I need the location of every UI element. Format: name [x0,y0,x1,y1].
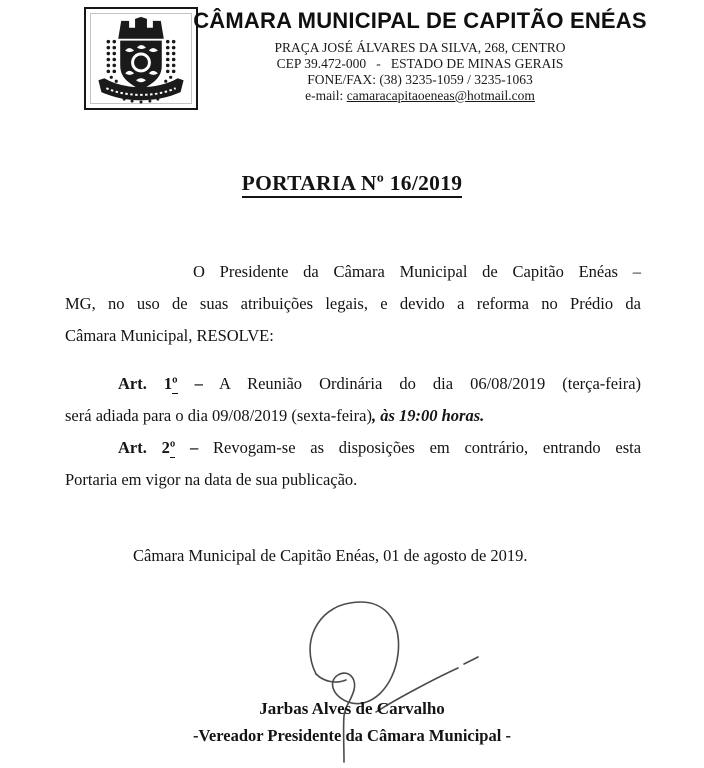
document-body [65,256,641,496]
organization-name: CÂMARA MUNICIPAL DE CAPITÃO ENÉAS [193,8,647,33]
place-date-line: Câmara Municipal de Capitão Enéas, 01 de agosto de 2019. [133,546,528,565]
ordinal-indicator: º [172,374,178,393]
article-2 [65,432,641,496]
letterhead [190,8,650,104]
signer-role: -Vereador Presidente da Câmara Municipal - [193,726,511,745]
phone-fax-line: FONE/FAX: (38) 3235-1059 / 3235-1063 [307,72,533,87]
article-2-line-1: Art. 2º – Revogam-se as disposições em contrário, entrando esta [118,438,642,457]
signer-name: Jarbas Alves de Carvalho [259,699,445,718]
coat-of-arms-box [84,7,198,110]
email-label: e-mail: [305,88,347,103]
article-1 [65,368,641,432]
preamble-line-3: Câmara Municipal, RESOLVE: [65,326,274,345]
email-address: camaracapitaoeneas@hotmail.com [346,88,535,103]
preamble-line-1: O Presidente da Câmara Municipal de Capitão Enéas – [193,262,641,281]
address-line: PRAÇA JOSÉ ÁLVARES DA SILVA, 268, CENTRO [274,40,566,55]
article-2-line-2: Portaria em vigor na data de sua publicação. [65,470,358,489]
email-line [190,88,650,104]
ordinal-indicator: º [169,438,176,457]
article-1-line-2: será adiada para o dia 09/08/2019 (sexta-feira), às 19:00 horas. [65,406,485,425]
emphasized-time: , às 19:00 horas. [371,406,485,425]
municipal-coat-of-arms-icon [86,9,196,108]
cep-state-line: CEP 39.472-000 - ESTADO DE MINAS GERAIS [276,56,564,71]
letterhead-address-block [190,40,650,104]
preamble-line-2: MG, no uso de suas atribuições legais, e devido a reforma no Prédio da [65,294,641,313]
article-1-line-1: Art. 1º – A Reunião Ordinária do dia 06/08/2019 (terça-feira) [118,374,642,393]
document-title: PORTARIA Nº 16/2019 [0,171,704,196]
